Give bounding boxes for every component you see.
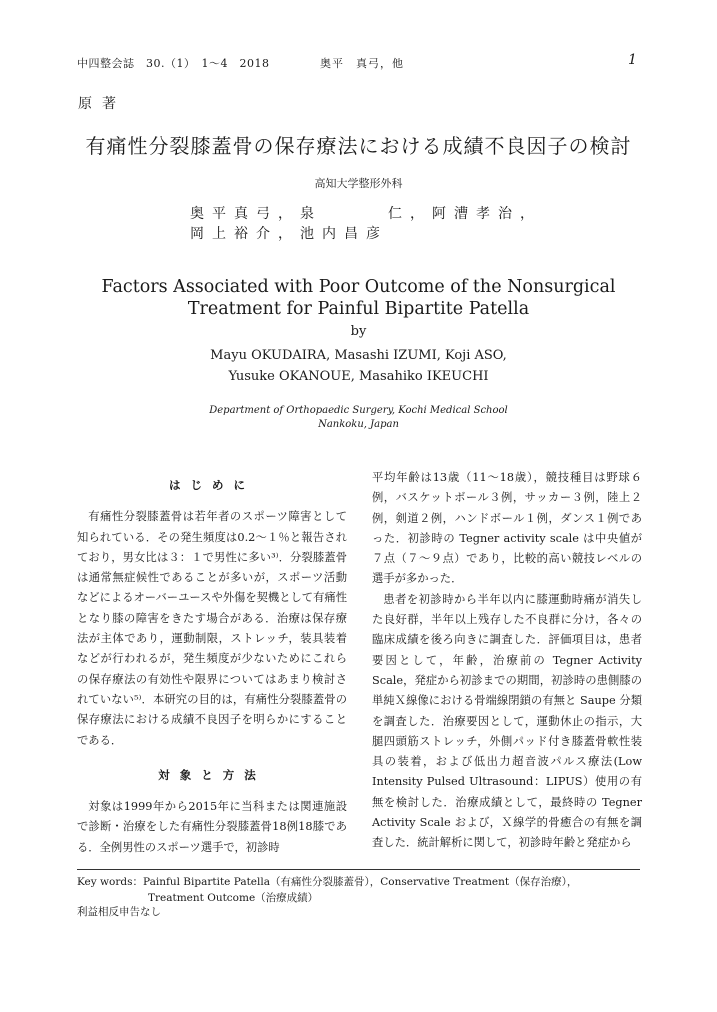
japanese-title: 有痛性分裂膝蓋骨の保存療法における成績不良因子の検討 (85, 134, 632, 158)
english-department-line-1: Department of Orthopaedic Surgery, Kochi Medical School (209, 405, 508, 416)
keywords-line-2: Treatment Outcome（治療成績） (148, 892, 319, 904)
english-department (0, 404, 717, 432)
english-authors (0, 345, 717, 387)
intro-heading: はじめに (169, 478, 255, 492)
intro-paragraph: 有痛性分裂膝蓋骨は若年者のスポーツ障害として知られている．その発生頻度は0.2〜１％と報告されており，男女比は３：１で男性に多い³⁾．分裂膝蓋骨は通常無症候性であることが多いが，スポーツ活動などによるオーバーユースや外傷を契機として有痛性となり膝の障害をきたす場合がある．治療は保存療法が主体であり，運動制限，ストレッチ，装具装着などが行われるが，発生頻度が少ないためにこれらの保存療法の有効性や限界についてはあまり検討されていない⁵⁾．本研究の目的は，有痛性分裂膝蓋骨の保存療法における成績不良因子を明らかにすることである． (77, 510, 347, 747)
english-title (60, 276, 657, 320)
keywords (77, 874, 577, 906)
section-label: 原著 (78, 96, 126, 112)
english-authors-line-2: Yusuke OKANOUE, Masahiko IKEUCHI (228, 369, 489, 384)
footer-divider (77, 869, 640, 870)
english-by: by (350, 324, 367, 339)
english-authors-line-1: Mayu OKUDAIRA, Masashi IZUMI, Koji ASO, (210, 348, 507, 363)
japanese-authors-row-1: 奥平真弓，泉 仁，阿漕孝治， (190, 206, 542, 222)
body-left-column (77, 475, 347, 858)
methods-continuation: 平均年齢は13歳（11〜18歳），競技種目は野球６例，バスケットボール３例，サッカー３例，陸上２例，剣道２例，ハンドボール１例，ダンス１例であった．初診時の Tegner activity scale は中央値が７点（７〜９点）であり，比較的高い競技レベルの選手が多かった． (372, 471, 642, 586)
japanese-affiliation: 高知大学整形外科 (314, 177, 403, 190)
methods-heading: 対象と方法 (158, 767, 266, 782)
english-title-line-2: Treatment for Painful Bipartite Patella (187, 299, 530, 319)
methods-paragraph: 対象は1999年から2015年に当科または関連施設で診断・治療をした有痛性分裂膝蓋骨18例18膝である．全例男性のスポーツ選手で，初診時 (77, 800, 347, 854)
english-title-line-1: Factors Associated with Poor Outcome of the Nonsurgical (101, 277, 616, 297)
running-authors: 奥平 真弓，他 (320, 57, 404, 70)
page-number: 1 (628, 52, 637, 68)
journal-citation: 中四整会誌 30.（1） 1〜4 2018 (77, 57, 270, 70)
japanese-authors-row-2: 岡上裕介，池内昌彦 (190, 226, 388, 242)
conflict-of-interest: 利益相反申告なし (77, 906, 161, 918)
methods-evaluation-paragraph: 患者を初診時から半年以内に膝運動時痛が消失した良好群，半年以上残存した不良群に分け，各々の臨床成績を後ろ向きに調査した．評価項目は，患者要因として，年齢，治療前の Tegner Activity Scale，発症から初診までの期間，初診時の患側膝の単純Ｘ線像における骨端線閉鎖の有無と Saupe 分類を調査した．治療要因として，運動休止の指示，大腿四頭筋ストレッチ，外側パッド付き膝蓋骨軟性装具の装着，および低出力超音波パルス療法(Low Intensity Pulsed Ultrasound：LIPUS）使用の有無を検討した．治療成績として，最終時の Tegner Activity Scale および，Ｘ線学的骨癒合の有無を調査した．統計解析に関して，初診時年齢と発症から (372, 592, 642, 850)
english-department-line-2: Nankoku, Japan (318, 419, 399, 430)
body-right-column (372, 468, 642, 854)
keywords-line-1: Key words：Painful Bipartite Patella（有痛性分裂膝蓋骨），Conservative Treatment（保存治療）， (77, 876, 578, 888)
